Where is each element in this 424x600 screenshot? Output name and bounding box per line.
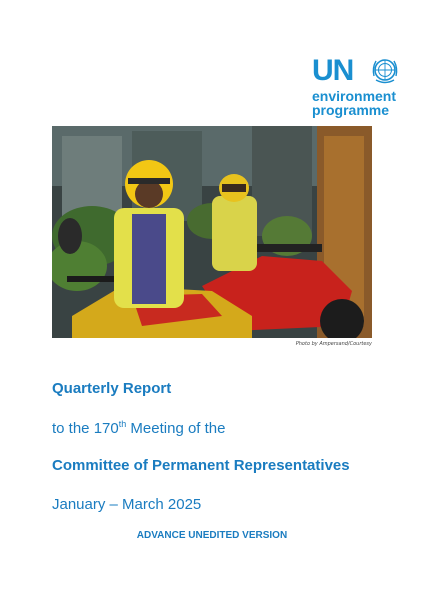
logo-un-text: UN	[312, 54, 354, 87]
version-label: ADVANCE UNEDITED VERSION	[136, 530, 288, 541]
photo-credit: Photo by Ampersand/Courtesy	[295, 341, 372, 347]
report-period: January – March 2025	[52, 496, 202, 513]
subtitle-ordinal-suffix: th	[118, 419, 127, 429]
subtitle-pre: to the 170	[52, 420, 119, 437]
subtitle-post: Meeting of the	[126, 420, 226, 437]
unep-logo	[312, 56, 408, 122]
cover-photo-illustration	[52, 126, 372, 338]
report-subtitle	[52, 420, 225, 437]
un-emblem-icon	[370, 56, 400, 86]
report-title: Quarterly Report	[52, 380, 172, 397]
logo-programme-text: programme	[312, 102, 390, 118]
logo-environment-text: environment	[312, 88, 397, 104]
committee-name: Committee of Permanent Representatives	[52, 457, 350, 474]
cover-photo	[52, 126, 372, 338]
